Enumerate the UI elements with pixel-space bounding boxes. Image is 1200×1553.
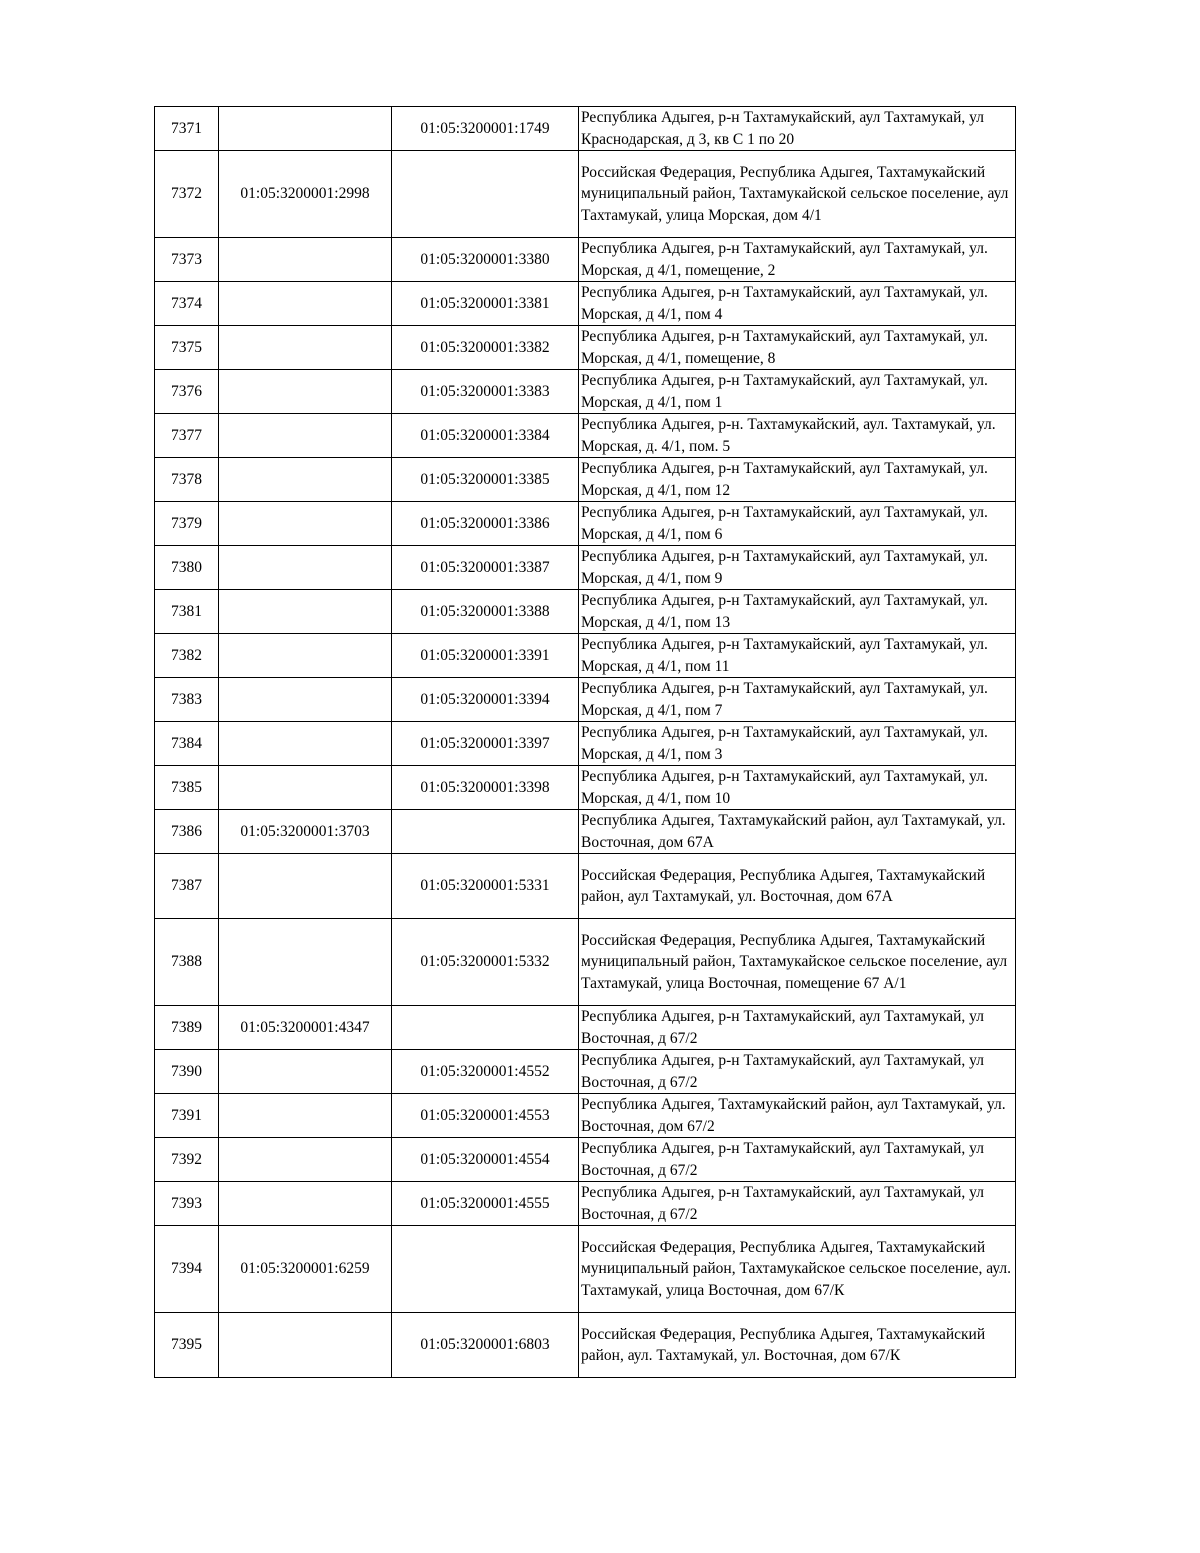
row-number-cell: 7390 (155, 1050, 219, 1094)
address-cell: Российская Федерация, Республика Адыгея, Тахтамукайский район, аул. Тахтамукай, ул. Восточная, дом 67/К (579, 1313, 1016, 1378)
object-cadastral-number-cell: 01:05:3200001:1749 (392, 107, 579, 151)
address-cell: Республика Адыгея, р-н Тахтамукайский, аул Тахтамукай, ул Восточная, д 67/2 (579, 1182, 1016, 1226)
land-cadastral-number-cell (219, 1313, 392, 1378)
land-cadastral-number-cell (219, 634, 392, 678)
land-cadastral-number-cell (219, 458, 392, 502)
table-row (155, 326, 1016, 370)
table-row (155, 370, 1016, 414)
object-cadastral-number-cell (392, 810, 579, 854)
land-cadastral-number-cell (219, 502, 392, 546)
object-cadastral-number-cell: 01:05:3200001:5332 (392, 919, 579, 1006)
land-cadastral-number-cell (219, 107, 392, 151)
object-cadastral-number-cell: 01:05:3200001:4555 (392, 1182, 579, 1226)
table-row (155, 634, 1016, 678)
land-cadastral-number-cell (219, 1182, 392, 1226)
address-cell: Республика Адыгея, р-н Тахтамукайский, аул Тахтамукай, ул. Морская, д 4/1, пом 1 (579, 370, 1016, 414)
table-row (155, 590, 1016, 634)
land-cadastral-number-cell: 01:05:3200001:4347 (219, 1006, 392, 1050)
row-number-cell: 7374 (155, 282, 219, 326)
row-number-cell: 7389 (155, 1006, 219, 1050)
row-number-cell: 7384 (155, 722, 219, 766)
row-number-cell: 7392 (155, 1138, 219, 1182)
property-register-table (154, 106, 1016, 1378)
object-cadastral-number-cell: 01:05:3200001:3380 (392, 238, 579, 282)
row-number-cell: 7379 (155, 502, 219, 546)
row-number-cell: 7380 (155, 546, 219, 590)
object-cadastral-number-cell (392, 1226, 579, 1313)
table-row (155, 678, 1016, 722)
object-cadastral-number-cell: 01:05:3200001:3398 (392, 766, 579, 810)
row-number-cell: 7376 (155, 370, 219, 414)
row-number-cell: 7381 (155, 590, 219, 634)
land-cadastral-number-cell (219, 766, 392, 810)
address-cell: Республика Адыгея, р-н Тахтамукайский, аул Тахтамукай, ул Восточная, д 67/2 (579, 1050, 1016, 1094)
table-row (155, 282, 1016, 326)
land-cadastral-number-cell (219, 370, 392, 414)
table-row (155, 810, 1016, 854)
row-number-cell: 7377 (155, 414, 219, 458)
row-number-cell: 7391 (155, 1094, 219, 1138)
address-cell: Российская Федерация, Республика Адыгея, Тахтамукайский муниципальный район, Тахтамукайское сельское поселение, аул Тахтамукай, улица Восточная, помещение 67 А/1 (579, 919, 1016, 1006)
table-row (155, 1313, 1016, 1378)
object-cadastral-number-cell: 01:05:3200001:3381 (392, 282, 579, 326)
land-cadastral-number-cell (219, 1094, 392, 1138)
object-cadastral-number-cell: 01:05:3200001:3387 (392, 546, 579, 590)
object-cadastral-number-cell: 01:05:3200001:3391 (392, 634, 579, 678)
address-cell: Республика Адыгея, р-н. Тахтамукайский, аул. Тахтамукай, ул. Морская, д. 4/1, пом. 5 (579, 414, 1016, 458)
row-number-cell: 7372 (155, 151, 219, 238)
table-body (155, 107, 1016, 1378)
object-cadastral-number-cell: 01:05:3200001:4552 (392, 1050, 579, 1094)
land-cadastral-number-cell (219, 326, 392, 370)
land-cadastral-number-cell (219, 1050, 392, 1094)
land-cadastral-number-cell (219, 546, 392, 590)
row-number-cell: 7388 (155, 919, 219, 1006)
object-cadastral-number-cell: 01:05:3200001:3384 (392, 414, 579, 458)
address-cell: Республика Адыгея, р-н Тахтамукайский, аул Тахтамукай, ул. Морская, д 4/1, помещение, 2 (579, 238, 1016, 282)
row-number-cell: 7375 (155, 326, 219, 370)
land-cadastral-number-cell (219, 282, 392, 326)
land-cadastral-number-cell (219, 678, 392, 722)
address-cell: Республика Адыгея, р-н Тахтамукайский, аул Тахтамукай, ул. Морская, д 4/1, пом 9 (579, 546, 1016, 590)
table-row (155, 546, 1016, 590)
land-cadastral-number-cell: 01:05:3200001:2998 (219, 151, 392, 238)
row-number-cell: 7385 (155, 766, 219, 810)
table-row (155, 1094, 1016, 1138)
object-cadastral-number-cell: 01:05:3200001:3388 (392, 590, 579, 634)
table-row (155, 722, 1016, 766)
row-number-cell: 7393 (155, 1182, 219, 1226)
address-cell: Республика Адыгея, р-н Тахтамукайский, аул Тахтамукай, ул. Морская, д 4/1, пом 7 (579, 678, 1016, 722)
row-number-cell: 7382 (155, 634, 219, 678)
object-cadastral-number-cell: 01:05:3200001:5331 (392, 854, 579, 919)
object-cadastral-number-cell: 01:05:3200001:3394 (392, 678, 579, 722)
object-cadastral-number-cell: 01:05:3200001:3383 (392, 370, 579, 414)
land-cadastral-number-cell (219, 238, 392, 282)
row-number-cell: 7395 (155, 1313, 219, 1378)
land-cadastral-number-cell (219, 414, 392, 458)
object-cadastral-number-cell: 01:05:3200001:6803 (392, 1313, 579, 1378)
address-cell: Республика Адыгея, р-н Тахтамукайский, аул Тахтамукай, ул. Морская, д 4/1, пом 4 (579, 282, 1016, 326)
table-row (155, 854, 1016, 919)
address-cell: Республика Адыгея, р-н Тахтамукайский, аул Тахтамукай, ул Краснодарская, д 3, кв С 1 по 20 (579, 107, 1016, 151)
object-cadastral-number-cell: 01:05:3200001:3382 (392, 326, 579, 370)
table-row (155, 1226, 1016, 1313)
object-cadastral-number-cell: 01:05:3200001:3397 (392, 722, 579, 766)
land-cadastral-number-cell (219, 854, 392, 919)
address-cell: Российская Федерация, Республика Адыгея, Тахтамукайский муниципальный район, Тахтамукайское сельское поселение, аул. Тахтамукай, улица Восточная, дом 67/К (579, 1226, 1016, 1313)
address-cell: Республика Адыгея, р-н Тахтамукайский, аул Тахтамукай, ул Восточная, д 67/2 (579, 1138, 1016, 1182)
land-cadastral-number-cell: 01:05:3200001:6259 (219, 1226, 392, 1313)
land-cadastral-number-cell (219, 722, 392, 766)
address-cell: Республика Адыгея, р-н Тахтамукайский, аул Тахтамукай, ул. Морская, д 4/1, помещение, 8 (579, 326, 1016, 370)
table-row (155, 238, 1016, 282)
land-cadastral-number-cell (219, 1138, 392, 1182)
table-row (155, 1006, 1016, 1050)
address-cell: Республика Адыгея, р-н Тахтамукайский, аул Тахтамукай, ул. Морская, д 4/1, пом 6 (579, 502, 1016, 546)
row-number-cell: 7378 (155, 458, 219, 502)
table-row (155, 1182, 1016, 1226)
address-cell: Республика Адыгея, р-н Тахтамукайский, аул Тахтамукай, ул. Морская, д 4/1, пом 12 (579, 458, 1016, 502)
row-number-cell: 7386 (155, 810, 219, 854)
row-number-cell: 7383 (155, 678, 219, 722)
row-number-cell: 7394 (155, 1226, 219, 1313)
table-row (155, 502, 1016, 546)
object-cadastral-number-cell: 01:05:3200001:4554 (392, 1138, 579, 1182)
address-cell: Республика Адыгея, Тахтамукайский район, аул Тахтамукай, ул. Восточная, дом 67А (579, 810, 1016, 854)
row-number-cell: 7371 (155, 107, 219, 151)
address-cell: Российская Федерация, Республика Адыгея, Тахтамукайский муниципальный район, Тахтамукайской сельское поселение, аул Тахтамукай, улица Морская, дом 4/1 (579, 151, 1016, 238)
object-cadastral-number-cell: 01:05:3200001:4553 (392, 1094, 579, 1138)
address-cell: Республика Адыгея, р-н Тахтамукайский, аул Тахтамукай, ул Восточная, д 67/2 (579, 1006, 1016, 1050)
address-cell: Республика Адыгея, Тахтамукайский район, аул Тахтамукай, ул. Восточная, дом 67/2 (579, 1094, 1016, 1138)
table-row (155, 414, 1016, 458)
address-cell: Республика Адыгея, р-н Тахтамукайский, аул Тахтамукай, ул. Морская, д 4/1, пом 13 (579, 590, 1016, 634)
table-row (155, 151, 1016, 238)
row-number-cell: 7373 (155, 238, 219, 282)
table-row (155, 766, 1016, 810)
table-row (155, 1050, 1016, 1094)
object-cadastral-number-cell: 01:05:3200001:3385 (392, 458, 579, 502)
land-cadastral-number-cell (219, 590, 392, 634)
object-cadastral-number-cell (392, 151, 579, 238)
table-row (155, 1138, 1016, 1182)
land-cadastral-number-cell: 01:05:3200001:3703 (219, 810, 392, 854)
land-cadastral-number-cell (219, 919, 392, 1006)
address-cell: Республика Адыгея, р-н Тахтамукайский, аул Тахтамукай, ул. Морская, д 4/1, пом 10 (579, 766, 1016, 810)
object-cadastral-number-cell: 01:05:3200001:3386 (392, 502, 579, 546)
address-cell: Республика Адыгея, р-н Тахтамукайский, аул Тахтамукай, ул. Морская, д 4/1, пом 3 (579, 722, 1016, 766)
table-row (155, 107, 1016, 151)
object-cadastral-number-cell (392, 1006, 579, 1050)
address-cell: Республика Адыгея, р-н Тахтамукайский, аул Тахтамукай, ул. Морская, д 4/1, пом 11 (579, 634, 1016, 678)
row-number-cell: 7387 (155, 854, 219, 919)
table-row (155, 919, 1016, 1006)
address-cell: Российская Федерация, Республика Адыгея, Тахтамукайский район, аул Тахтамукай, ул. Восточная, дом 67А (579, 854, 1016, 919)
table-row (155, 458, 1016, 502)
